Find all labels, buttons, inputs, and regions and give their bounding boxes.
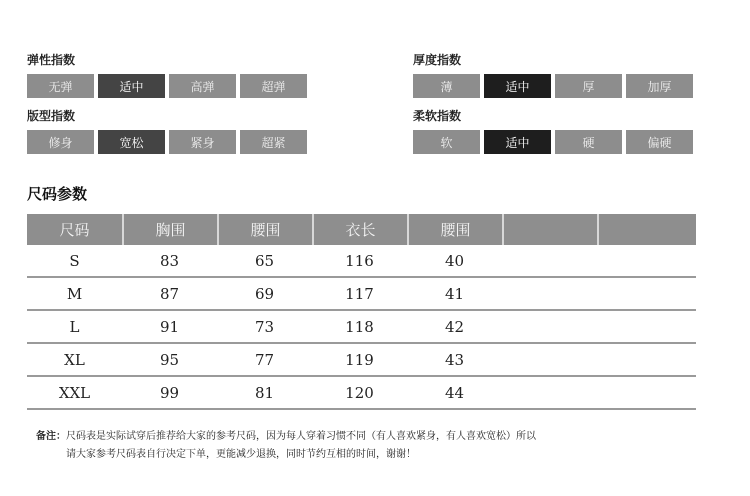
softness-options <box>413 130 693 154</box>
softness-title: 柔软指数 <box>413 109 462 123</box>
cell-empty <box>502 377 597 410</box>
elasticity-title: 弹性指数 <box>27 53 76 67</box>
table-row <box>27 245 696 278</box>
header-chest: 胸围 <box>122 214 217 245</box>
cell-waist: 69 <box>217 278 312 311</box>
cell-waist: 65 <box>217 245 312 278</box>
cell-waist-2: 40 <box>407 245 502 278</box>
elasticity-option: 高弹 <box>169 74 236 98</box>
cell-length: 117 <box>312 278 407 311</box>
cell-waist: 77 <box>217 344 312 377</box>
softness-option: 软 <box>413 130 480 154</box>
table-row <box>27 344 696 377</box>
softness-option: 硬 <box>555 130 622 154</box>
elasticity-options <box>27 74 307 98</box>
thickness-title: 厚度指数 <box>413 53 462 67</box>
thickness-option: 加厚 <box>626 74 693 98</box>
cell-size: L <box>27 311 122 344</box>
size-table <box>27 214 696 410</box>
thickness-option: 厚 <box>555 74 622 98</box>
cell-waist-2: 42 <box>407 311 502 344</box>
cell-empty <box>597 344 696 377</box>
cell-length: 120 <box>312 377 407 410</box>
header-length: 衣长 <box>312 214 407 245</box>
header-empty <box>502 214 597 245</box>
cell-chest: 91 <box>122 311 217 344</box>
softness-option: 偏硬 <box>626 130 693 154</box>
cell-chest: 99 <box>122 377 217 410</box>
size-table-header-row <box>27 214 696 245</box>
header-empty <box>597 214 696 245</box>
header-waist-2: 腰围 <box>407 214 502 245</box>
cell-waist-2: 43 <box>407 344 502 377</box>
fit-option: 紧身 <box>169 130 236 154</box>
cell-waist-2: 41 <box>407 278 502 311</box>
elasticity-option: 无弹 <box>27 74 94 98</box>
cell-waist: 73 <box>217 311 312 344</box>
cell-size: XL <box>27 344 122 377</box>
table-row <box>27 377 696 410</box>
cell-size: XXL <box>27 377 122 410</box>
cell-waist-2: 44 <box>407 377 502 410</box>
cell-chest: 87 <box>122 278 217 311</box>
header-waist: 腰围 <box>217 214 312 245</box>
thickness-options <box>413 74 693 98</box>
fit-option: 超紧 <box>240 130 307 154</box>
fit-title: 版型指数 <box>27 109 76 123</box>
cell-empty <box>502 278 597 311</box>
note-line-1: 尺码表是实际试穿后推荐给大家的参考尺码，因为每人穿着习惯不同（有人喜欢紧身，有人喜欢宽松）所以 <box>66 431 536 442</box>
cell-chest: 83 <box>122 245 217 278</box>
cell-length: 116 <box>312 245 407 278</box>
fit-option: 修身 <box>27 130 94 154</box>
note-label: 备注： <box>36 431 66 442</box>
cell-empty <box>597 245 696 278</box>
cell-size: M <box>27 278 122 311</box>
cell-empty <box>597 377 696 410</box>
table-row <box>27 278 696 311</box>
cell-waist: 81 <box>217 377 312 410</box>
cell-empty <box>597 278 696 311</box>
table-row <box>27 311 696 344</box>
fit-option: 宽松 <box>98 130 165 154</box>
cell-empty <box>502 245 597 278</box>
softness-option: 适中 <box>484 130 551 154</box>
note-line-2: 请大家参考尺码表自行决定下单，更能减少退换，同时节约互相的时间，谢谢！ <box>66 449 416 460</box>
cell-length: 118 <box>312 311 407 344</box>
thickness-option: 适中 <box>484 74 551 98</box>
elasticity-option: 超弹 <box>240 74 307 98</box>
elasticity-option: 适中 <box>98 74 165 98</box>
fit-options <box>27 130 307 154</box>
cell-length: 119 <box>312 344 407 377</box>
size-table-title: 尺码参数 <box>27 185 88 203</box>
header-size: 尺码 <box>27 214 122 245</box>
cell-empty <box>502 311 597 344</box>
footnote <box>36 428 536 464</box>
cell-size: S <box>27 245 122 278</box>
thickness-option: 薄 <box>413 74 480 98</box>
cell-chest: 95 <box>122 344 217 377</box>
cell-empty <box>502 344 597 377</box>
cell-empty <box>597 311 696 344</box>
